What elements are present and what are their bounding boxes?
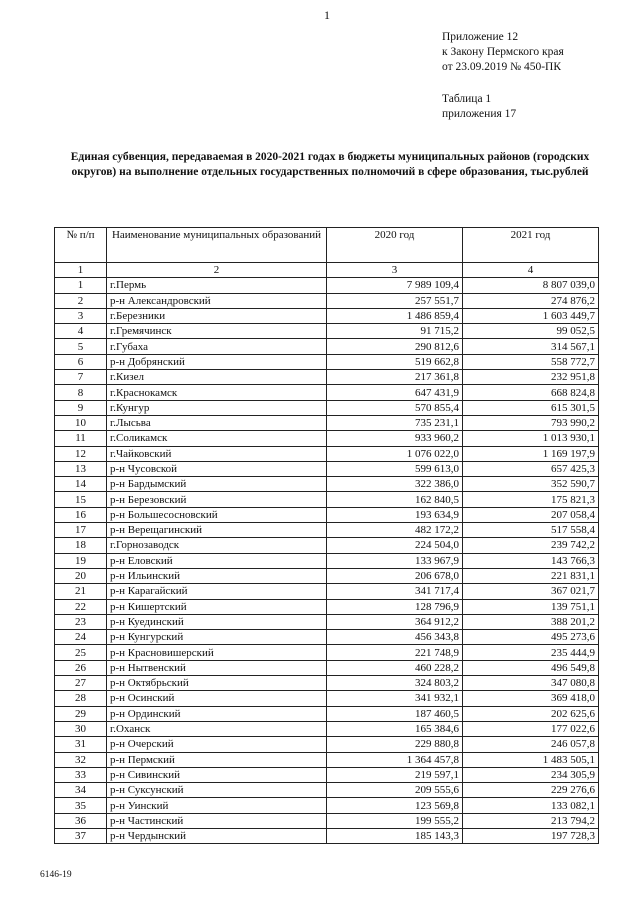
value-2021: 175 821,3 — [463, 492, 599, 507]
municipality-name: р-н Карагайский — [107, 584, 327, 599]
value-2020: 221 748,9 — [327, 645, 463, 660]
row-number: 26 — [55, 660, 107, 675]
value-2021: 234 305,9 — [463, 767, 599, 782]
table-row — [55, 798, 599, 813]
table-row — [55, 431, 599, 446]
value-2021: 235 444,9 — [463, 645, 599, 660]
municipality-name: г.Оханск — [107, 721, 327, 736]
subsidy-table — [54, 227, 599, 844]
municipality-name: р-н Ординский — [107, 706, 327, 721]
table-row — [55, 813, 599, 828]
row-number: 10 — [55, 415, 107, 430]
value-2021: 177 022,6 — [463, 721, 599, 736]
table-row — [55, 783, 599, 798]
value-2020: 1 364 457,8 — [327, 752, 463, 767]
value-2021: 133 082,1 — [463, 798, 599, 813]
page-number: 1 — [324, 8, 330, 22]
municipality-name: р-н Очерский — [107, 737, 327, 752]
row-number: 36 — [55, 813, 107, 828]
value-2021: 221 831,1 — [463, 568, 599, 583]
value-2020: 133 967,9 — [327, 553, 463, 568]
table-row — [55, 385, 599, 400]
row-number: 29 — [55, 706, 107, 721]
value-2020: 91 715,2 — [327, 324, 463, 339]
value-2020: 199 555,2 — [327, 813, 463, 828]
attachment-line-1: Приложение 12 — [442, 31, 519, 43]
value-2020: 570 855,4 — [327, 400, 463, 415]
municipality-name: р-н Чердынский — [107, 828, 327, 843]
row-number: 7 — [55, 370, 107, 385]
document-title: Единая субвенция, передаваемая в 2020-2021 годах в бюджеты муниципальных районов (городских округов) на выполнение отдельных государственных полномочий в сфере образования, тыс.рублей — [70, 151, 590, 178]
row-number: 11 — [55, 431, 107, 446]
row-number: 20 — [55, 568, 107, 583]
municipality-name: г.Соликамск — [107, 431, 327, 446]
value-2021: 1 603 449,7 — [463, 308, 599, 323]
value-2020: 217 361,8 — [327, 370, 463, 385]
header-2021: 2021 год — [463, 228, 599, 263]
table-row — [55, 614, 599, 629]
table-row — [55, 645, 599, 660]
municipality-name: р-н Октябрьский — [107, 676, 327, 691]
table-row — [55, 461, 599, 476]
row-number: 34 — [55, 783, 107, 798]
table-row — [55, 737, 599, 752]
row-number: 16 — [55, 507, 107, 522]
table-row — [55, 415, 599, 430]
header-row — [55, 228, 599, 263]
table-body — [55, 278, 599, 844]
municipality-name: р-н Бардымский — [107, 477, 327, 492]
municipality-name: р-н Большесосновский — [107, 507, 327, 522]
municipality-name: г.Кизел — [107, 370, 327, 385]
header-2020: 2020 год — [327, 228, 463, 263]
table-reference — [442, 92, 516, 122]
value-2021: 496 549,8 — [463, 660, 599, 675]
table-row — [55, 584, 599, 599]
table-row — [55, 339, 599, 354]
table-row — [55, 354, 599, 369]
municipality-name: г.Губаха — [107, 339, 327, 354]
value-2020: 229 880,8 — [327, 737, 463, 752]
table-row — [55, 507, 599, 522]
value-2021: 232 951,8 — [463, 370, 599, 385]
table-row — [55, 538, 599, 553]
header-num: № п/п — [55, 228, 107, 263]
municipality-name: р-н Кунгурский — [107, 630, 327, 645]
row-number: 28 — [55, 691, 107, 706]
value-2020: 123 569,8 — [327, 798, 463, 813]
value-2020: 219 597,1 — [327, 767, 463, 782]
table-row — [55, 523, 599, 538]
municipality-name: р-н Осинский — [107, 691, 327, 706]
municipality-name: р-н Березовский — [107, 492, 327, 507]
table-row — [55, 828, 599, 843]
municipality-name: г.Лысьва — [107, 415, 327, 430]
value-2021: 197 728,3 — [463, 828, 599, 843]
row-number: 27 — [55, 676, 107, 691]
value-2020: 482 172,2 — [327, 523, 463, 538]
value-2020: 647 431,9 — [327, 385, 463, 400]
row-number: 12 — [55, 446, 107, 461]
value-2020: 165 384,6 — [327, 721, 463, 736]
footer-code: 6146-19 — [40, 870, 72, 880]
municipality-name: р-н Уинский — [107, 798, 327, 813]
row-number: 30 — [55, 721, 107, 736]
value-2021: 495 273,6 — [463, 630, 599, 645]
table-row — [55, 278, 599, 293]
municipality-name: р-н Суксунский — [107, 783, 327, 798]
value-2020: 257 551,7 — [327, 293, 463, 308]
row-number: 24 — [55, 630, 107, 645]
column-index: 4 — [463, 263, 599, 278]
value-2021: 202 625,6 — [463, 706, 599, 721]
municipality-name: р-н Красновишерский — [107, 645, 327, 660]
municipality-name: р-н Кишертский — [107, 599, 327, 614]
value-2021: 99 052,5 — [463, 324, 599, 339]
row-number: 31 — [55, 737, 107, 752]
value-2021: 388 201,2 — [463, 614, 599, 629]
value-2021: 793 990,2 — [463, 415, 599, 430]
municipality-name: г.Гремячинск — [107, 324, 327, 339]
table-row — [55, 492, 599, 507]
value-2021: 213 794,2 — [463, 813, 599, 828]
value-2021: 274 876,2 — [463, 293, 599, 308]
table-row — [55, 293, 599, 308]
row-number: 5 — [55, 339, 107, 354]
value-2021: 517 558,4 — [463, 523, 599, 538]
row-number: 9 — [55, 400, 107, 415]
attachment-line-2: к Закону Пермского края — [442, 46, 564, 58]
table-row — [55, 553, 599, 568]
attachment-block — [442, 30, 564, 75]
row-number: 22 — [55, 599, 107, 614]
column-index: 2 — [107, 263, 327, 278]
row-number: 32 — [55, 752, 107, 767]
table-row — [55, 767, 599, 782]
value-2021: 367 021,7 — [463, 584, 599, 599]
municipality-name: р-н Пермский — [107, 752, 327, 767]
value-2020: 185 143,3 — [327, 828, 463, 843]
municipality-name: р-н Сивинский — [107, 767, 327, 782]
row-number: 21 — [55, 584, 107, 599]
row-number: 19 — [55, 553, 107, 568]
table-row — [55, 691, 599, 706]
municipality-name: р-н Нытвенский — [107, 660, 327, 675]
table-row — [55, 706, 599, 721]
value-2020: 324 803,2 — [327, 676, 463, 691]
table-row — [55, 400, 599, 415]
row-number: 37 — [55, 828, 107, 843]
table-row — [55, 568, 599, 583]
value-2020: 519 662,8 — [327, 354, 463, 369]
table-ref-line-2: приложения 17 — [442, 108, 517, 120]
header-name: Наименование муниципальных образований — [107, 228, 327, 263]
value-2021: 143 766,3 — [463, 553, 599, 568]
value-2021: 314 567,1 — [463, 339, 599, 354]
column-index-row — [55, 263, 599, 278]
municipality-name: р-н Частинский — [107, 813, 327, 828]
municipality-name: г.Пермь — [107, 278, 327, 293]
value-2020: 1 486 859,4 — [327, 308, 463, 323]
value-2020: 193 634,9 — [327, 507, 463, 522]
municipality-name: р-н Александровский — [107, 293, 327, 308]
row-number: 23 — [55, 614, 107, 629]
value-2021: 615 301,5 — [463, 400, 599, 415]
value-2021: 558 772,7 — [463, 354, 599, 369]
table-row — [55, 370, 599, 385]
value-2020: 1 076 022,0 — [327, 446, 463, 461]
attachment-line-3: от 23.09.2019 № 450-ПК — [442, 61, 562, 73]
row-number: 33 — [55, 767, 107, 782]
value-2020: 341 717,4 — [327, 584, 463, 599]
row-number: 4 — [55, 324, 107, 339]
value-2020: 735 231,1 — [327, 415, 463, 430]
row-number: 6 — [55, 354, 107, 369]
row-number: 18 — [55, 538, 107, 553]
column-index: 1 — [55, 263, 107, 278]
row-number: 1 — [55, 278, 107, 293]
row-number: 8 — [55, 385, 107, 400]
value-2021: 246 057,8 — [463, 737, 599, 752]
table-row — [55, 721, 599, 736]
municipality-name: г.Кунгур — [107, 400, 327, 415]
municipality-name: р-н Еловский — [107, 553, 327, 568]
table-row — [55, 599, 599, 614]
row-number: 17 — [55, 523, 107, 538]
row-number: 25 — [55, 645, 107, 660]
municipality-name: г.Березники — [107, 308, 327, 323]
value-2020: 290 812,6 — [327, 339, 463, 354]
value-2021: 229 276,6 — [463, 783, 599, 798]
row-number: 3 — [55, 308, 107, 323]
table-row — [55, 324, 599, 339]
municipality-name: р-н Верещагинский — [107, 523, 327, 538]
value-2021: 369 418,0 — [463, 691, 599, 706]
value-2021: 139 751,1 — [463, 599, 599, 614]
table-row — [55, 752, 599, 767]
table-ref-line-1: Таблица 1 — [442, 93, 492, 105]
row-number: 2 — [55, 293, 107, 308]
value-2021: 1 169 197,9 — [463, 446, 599, 461]
value-2020: 364 912,2 — [327, 614, 463, 629]
municipality-name: р-н Ильинский — [107, 568, 327, 583]
value-2020: 162 840,5 — [327, 492, 463, 507]
column-index: 3 — [327, 263, 463, 278]
value-2021: 347 080,8 — [463, 676, 599, 691]
municipality-name: г.Чайковский — [107, 446, 327, 461]
value-2020: 7 989 109,4 — [327, 278, 463, 293]
value-2020: 322 386,0 — [327, 477, 463, 492]
value-2020: 206 678,0 — [327, 568, 463, 583]
value-2020: 341 932,1 — [327, 691, 463, 706]
value-2020: 224 504,0 — [327, 538, 463, 553]
municipality-name: р-н Чусовской — [107, 461, 327, 476]
table-row — [55, 446, 599, 461]
value-2021: 657 425,3 — [463, 461, 599, 476]
table-row — [55, 477, 599, 492]
municipality-name: р-н Добрянский — [107, 354, 327, 369]
row-number: 15 — [55, 492, 107, 507]
value-2021: 1 483 505,1 — [463, 752, 599, 767]
municipality-name: г.Горнозаводск — [107, 538, 327, 553]
value-2020: 209 555,6 — [327, 783, 463, 798]
value-2021: 8 807 039,0 — [463, 278, 599, 293]
value-2021: 352 590,7 — [463, 477, 599, 492]
value-2020: 456 343,8 — [327, 630, 463, 645]
value-2020: 933 960,2 — [327, 431, 463, 446]
row-number: 14 — [55, 477, 107, 492]
value-2021: 239 742,2 — [463, 538, 599, 553]
municipality-name: р-н Куединский — [107, 614, 327, 629]
table-row — [55, 308, 599, 323]
value-2021: 668 824,8 — [463, 385, 599, 400]
table-row — [55, 630, 599, 645]
value-2021: 207 058,4 — [463, 507, 599, 522]
row-number: 13 — [55, 461, 107, 476]
value-2020: 460 228,2 — [327, 660, 463, 675]
row-number: 35 — [55, 798, 107, 813]
value-2020: 128 796,9 — [327, 599, 463, 614]
value-2020: 599 613,0 — [327, 461, 463, 476]
value-2021: 1 013 930,1 — [463, 431, 599, 446]
municipality-name: г.Краснокамск — [107, 385, 327, 400]
value-2020: 187 460,5 — [327, 706, 463, 721]
table-row — [55, 660, 599, 675]
table-row — [55, 676, 599, 691]
